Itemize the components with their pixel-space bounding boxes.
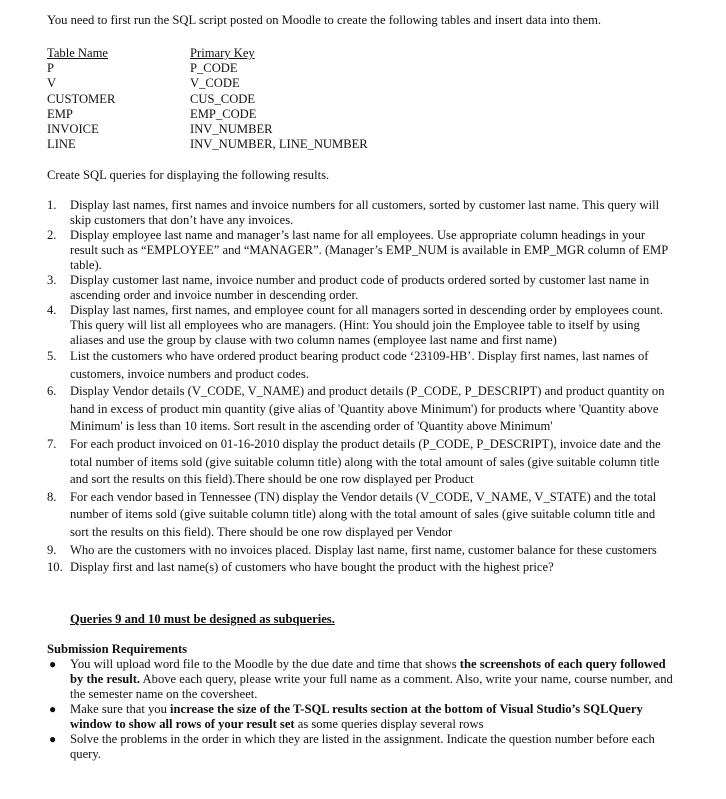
query-number: 5. [47, 349, 57, 363]
query-number: 3. [47, 273, 57, 287]
query-text: Display Vendor details (V_CODE, V_NAME) and product details (P_CODE, P_DESCRIPT) and product quantity on hand in excess of product min quantity (give alias of 'Quantity above Minimum') for products where 'Quantity above Minimum' is less than 10 items. Sort result in the ascending order of 'Quantity above Minimum' [70, 384, 665, 434]
primary-key: V_CODE [190, 76, 240, 91]
query-number: 8. [47, 489, 57, 504]
query-text: Display first and last name(s) of customers who have bought the product with the highest price? [70, 560, 554, 575]
query-number: 7. [47, 436, 57, 451]
query-number: 10. [47, 560, 63, 575]
query-item-2 [47, 228, 675, 273]
query-item-3 [47, 273, 675, 303]
tables-list [47, 46, 368, 152]
primary-key: P_CODE [190, 61, 238, 76]
query-text: For each vendor based in Tennessee (TN) display the Vendor details (V_CODE, V_NAME, V_STATE) and the total number of items sold (give suitable column title) along with the total amount of sales (give suitable column title and sort the results on this field). There should be one row displayed per Vendor [70, 489, 657, 539]
submission-item [47, 732, 675, 762]
table-row [47, 61, 368, 76]
submission-text: Make sure that you [70, 702, 171, 716]
table-row [47, 92, 368, 107]
table-name: P [47, 61, 55, 76]
table-name: LINE [47, 137, 76, 152]
tables-header-row [47, 46, 368, 61]
query-text: Who are the customers with no invoices placed. Display last name, first name, customer balance for these customers [70, 542, 657, 557]
query-item-10 [47, 559, 675, 577]
query-number: 6. [47, 384, 57, 399]
submission-emphasis: the screenshots of each query followed by the result. [70, 657, 666, 686]
query-text: Display last names, first names, and employee count for all managers sorted in descending order by employees count. This query will list all employees who are managers. (Hint: You should join the Employee table to itself by using aliases and use the group by clause with two column names (employee last name and first name) [70, 303, 664, 347]
submission-heading: Submission Requirements [47, 642, 188, 656]
table-name: EMP [47, 106, 73, 121]
query-number: 1. [47, 198, 57, 212]
table-name: V [47, 76, 57, 91]
table-row [47, 107, 368, 122]
table-row [47, 122, 368, 137]
query-list [47, 198, 675, 577]
query-number: 9. [47, 542, 57, 557]
primary-key-header: Primary Key [190, 46, 255, 60]
bullet-icon: ● [49, 732, 57, 746]
submission-text: You will upload word file to the Moodle by the due date and time that shows [70, 657, 460, 671]
table-row [47, 137, 368, 152]
primary-key: INV_NUMBER, LINE_NUMBER [190, 137, 368, 152]
submission-item [47, 702, 675, 732]
query-item-4 [47, 303, 675, 348]
query-number: 4. [47, 303, 57, 317]
query-item-8 [47, 489, 675, 542]
create-queries-text: Create SQL queries for displaying the following results. [47, 168, 330, 182]
intro-text: You need to first run the SQL script posted on Moodle to create the following tables and insert data into them. [47, 13, 602, 27]
primary-key: CUS_CODE [190, 91, 256, 106]
submission-text: as some queries display several rows [294, 717, 484, 731]
bullet-icon: ● [49, 702, 57, 716]
query-number: 2. [47, 228, 57, 242]
query-item-5 [47, 348, 675, 383]
query-item-1 [47, 198, 675, 228]
query-text: For each product invoiced on 01-16-2010 display the product details (P_CODE, P_DESCRIPT), invoice date and the total number of items sold (give suitable column title) along with the total amount of sales (give suitable column title and sort the results on this field).There should be one row displayed per Product [70, 436, 661, 487]
subqueries-note: Queries 9 and 10 must be designed as subqueries. [70, 612, 335, 626]
query-item-9 [47, 542, 675, 560]
submission-text: Above each query, please write your full name as a comment. Also, write your name, course number, and the semester name on the coversheet. [70, 672, 673, 701]
table-name: INVOICE [47, 122, 99, 137]
query-text: List the customers who have ordered product bearing product code ‘23109-HB’. Display first names, last names of customers, invoice numbers and product codes. [70, 349, 649, 381]
submission-item [47, 657, 675, 702]
query-item-6 [47, 383, 675, 436]
query-text: Display employee last name and manager’s last name for all employees. Use appropriate column headings in your result such as “EMPLOYEE” and “MANAGER”. (Manager’s EMP_NUM is available in EMP_MGR column of EMP table). [70, 228, 668, 272]
table-row [47, 76, 368, 91]
query-text: Display last names, first names and invoice numbers for all customers, sorted by customer last name. This query will skip customers that don’t have any invoices. [70, 198, 660, 227]
submission-list [47, 657, 675, 762]
table-name-header: Table Name [47, 46, 109, 60]
submission-emphasis: increase the size of the T-SQL results section at the bottom of Visual Studio’s SQLQuery window to show all rows of your result set [70, 702, 643, 731]
bullet-icon: ● [49, 657, 57, 671]
primary-key: EMP_CODE [190, 106, 257, 121]
submission-text: Solve the problems in the order in which they are listed in the assignment. Indicate the question number before each query. [70, 732, 655, 761]
primary-key: INV_NUMBER [190, 122, 273, 137]
table-name: CUSTOMER [47, 91, 116, 106]
query-text: Display customer last name, invoice number and product code of products ordered sorted by customer last name in ascending order and invoice number in descending order. [70, 273, 650, 302]
query-item-7 [47, 436, 675, 489]
